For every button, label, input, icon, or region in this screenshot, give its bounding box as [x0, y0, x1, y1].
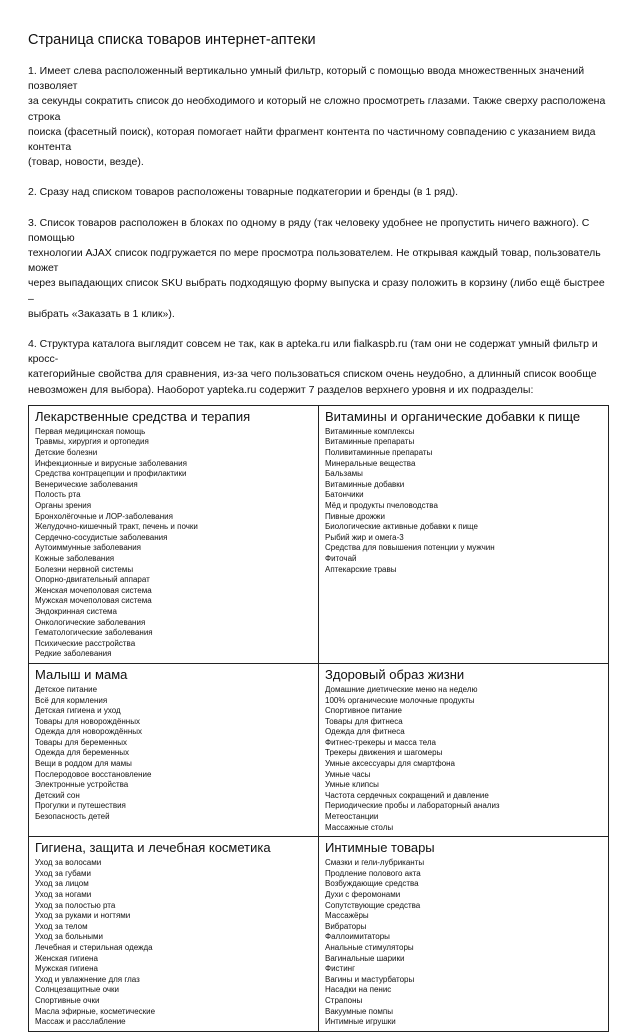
category-item: Уход за лицом [35, 879, 89, 889]
category-item: Периодические пробы и лабораторный анализ [325, 801, 500, 811]
category-title: Витамины и органические добавки к пище [325, 408, 581, 424]
category-cell [29, 837, 319, 1032]
paragraph-line: (товар, новости, везде). [28, 156, 144, 169]
category-item: Вагинальные шарики [325, 953, 405, 963]
category-item: Возбуждающие средства [325, 879, 419, 889]
category-item: Фитнес-трекеры и масса тела [325, 737, 436, 747]
category-item: Уход за телом [35, 921, 88, 931]
category-item: Гематологические заболевания [35, 628, 153, 638]
category-list [325, 685, 602, 833]
category-item: Домашние диетические меню на неделю [325, 684, 478, 694]
paragraph-line: выбрать «Заказать в 1 клик»). [28, 307, 175, 320]
category-list [325, 427, 602, 575]
category-item: Средства контрацепции и профилактики [35, 469, 187, 479]
category-item: Лечебная и стерильная одежда [35, 942, 153, 952]
category-title: Интимные товары [325, 840, 435, 856]
catalog-row [29, 663, 609, 836]
category-item: Электронные устройства [35, 780, 129, 790]
paragraph-line: категорийные свойства для сравнения, из-за чего пользоваться списком очень неудобно, а длинный список вообще [28, 368, 597, 381]
category-title: Лекарственные средства и терапия [35, 408, 251, 424]
category-item: Желудочно-кишечный тракт, печень и почки [35, 522, 198, 532]
category-cell [29, 405, 319, 663]
paragraph [28, 216, 610, 322]
category-item: Средства для повышения потенции у мужчин [325, 543, 495, 553]
category-item: Сопутствующие средства [325, 900, 421, 910]
category-item: Вагины и мастурбаторы [325, 974, 415, 984]
category-cell [319, 837, 609, 1032]
category-item: Фаллоимитаторы [325, 932, 390, 942]
category-item: Полость рта [35, 490, 81, 500]
category-item: Минеральные вещества [325, 458, 416, 468]
category-list [35, 685, 312, 823]
paragraph-line: 3. Список товаров расположен в блоках по одному в ряду (так человеку удобнее не пропустить ничего важного). С помощью [28, 216, 590, 244]
category-item: Безопасность детей [35, 812, 110, 822]
category-item: Витаминные добавки [325, 479, 405, 489]
category-item: Уход за руками и ногтями [35, 911, 131, 921]
category-title: Здоровый образ жизни [325, 666, 465, 682]
paragraph-line: за секунды сократить список до необходимого и который не сложно просмотреть глазами. Также сверху расположена строка [28, 95, 606, 123]
category-item: Умные клипсы [325, 780, 379, 790]
paragraph-line: 4. Структура каталога выглядит совсем не так, как в apteka.ru или fialkaspb.ru (там они не содержат умный фильтр и кросс- [28, 338, 598, 366]
category-item: Батончики [325, 490, 364, 500]
category-item: Одежда для новорождённых [35, 727, 142, 737]
category-item: Психические расстройства [35, 638, 136, 648]
category-item: Всё для кормления [35, 695, 108, 705]
category-item: Органы зрения [35, 501, 92, 511]
category-item: Умные аксессуары для смартфона [325, 759, 456, 769]
category-item: Мёд и продукты пчеловодства [325, 501, 438, 511]
category-item: Анальные стимуляторы [325, 942, 414, 952]
category-item: Детское питание [35, 684, 98, 694]
category-item: Детская гигиена и уход [35, 706, 121, 716]
category-item: Уход за больными [35, 932, 103, 942]
category-item: Уход за ногами [35, 890, 92, 900]
category-item: Насадки на пенис [325, 985, 392, 995]
category-cell [29, 663, 319, 836]
category-item: Травмы, хирургия и ортопедия [35, 437, 149, 447]
category-item: Мужская мочеполовая система [35, 596, 152, 606]
category-item: Венерические заболевания [35, 479, 138, 489]
category-item: Уход за губами [35, 868, 91, 878]
paragraph [28, 185, 610, 200]
category-item: Вакуумные помпы [325, 1006, 393, 1016]
category-item: Первая медицинская помощь [35, 426, 146, 436]
category-item: Витаминные препараты [325, 437, 415, 447]
paragraph-line: через выпадающих список SKU выбрать подходящую форму выпуска и сразу положить в корзину (либо ещё быстрее – [28, 277, 605, 305]
category-item: Аптекарские травы [325, 564, 397, 574]
category-item: Сердечно-сосудистые заболевания [35, 532, 168, 542]
category-item: Вибраторы [325, 921, 367, 931]
category-title: Малыш и мама [35, 666, 128, 682]
category-item: Инфекционные и вирусные заболевания [35, 458, 187, 468]
category-list [35, 427, 312, 660]
catalog-row [29, 837, 609, 1032]
page-title: Страница списка товаров интернет-аптеки [28, 32, 316, 48]
category-item: Аутоиммунные заболевания [35, 543, 142, 553]
paragraphs [28, 64, 610, 398]
category-item: Кожные заболевания [35, 553, 115, 563]
category-item: Рыбий жир и омега-3 [325, 532, 404, 542]
category-item: Женская гигиена [35, 953, 98, 963]
category-item: Одежда для фитнеса [325, 727, 405, 737]
category-item: Массаж и расслабление [35, 1017, 126, 1027]
category-item: Продление полового акта [325, 868, 421, 878]
category-item: Болезни нервной системы [35, 564, 134, 574]
paragraph-line: технологии AJAX список подгружается по мере просмотра пользователем. Не открывая каждый товар, пользователь может [28, 247, 601, 275]
category-list [325, 858, 602, 1028]
category-item: Трекеры движения и шагомеры [325, 748, 443, 758]
category-item: Витаминные комплексы [325, 426, 415, 436]
category-item: Уход и увлажнение для глаз [35, 974, 140, 984]
category-item: 100% органические молочные продукты [325, 695, 475, 705]
category-item: Послеродовое восстановление [35, 769, 152, 779]
category-item: Интимные игрушки [325, 1017, 396, 1027]
category-item: Духи с феромонами [325, 890, 401, 900]
category-item: Биологические активные добавки к пище [325, 522, 478, 532]
category-item: Товары для новорождённых [35, 716, 140, 726]
category-item: Спортивные очки [35, 995, 100, 1005]
category-item: Товары для фитнеса [325, 716, 403, 726]
category-title: Гигиена, защита и лечебная косметика [35, 840, 271, 856]
category-item: Поливитаминные препараты [325, 448, 433, 458]
catalog-row [29, 405, 609, 663]
paragraph-line: 2. Сразу над списком товаров расположены товарные подкатегории и бренды (в 1 ряд). [28, 186, 459, 199]
category-item: Товары для беременных [35, 737, 128, 747]
category-item: Фиточай [325, 553, 357, 563]
category-item: Вещи в роддом для мамы [35, 759, 132, 769]
category-item: Солнцезащитные очки [35, 985, 119, 995]
category-item: Мужская гигиена [35, 964, 98, 974]
category-cell [319, 405, 609, 663]
paragraph-line: 1. Имеет слева расположенный вертикально умный фильтр, который с помощью ввода множественных значений позволяет [28, 65, 585, 93]
category-item: Женская мочеполовая система [35, 585, 152, 595]
category-item: Умные часы [325, 769, 371, 779]
category-item: Бронхолёгочные и ЛОР-заболевания [35, 511, 173, 521]
category-item: Детские болезни [35, 448, 98, 458]
category-item: Опорно-двигательный аппарат [35, 575, 150, 585]
paragraph-line: невозможен для выбора). Наоборот yapteka.ru содержит 7 разделов верхнего уровня и их подразделы: [28, 383, 534, 396]
category-cell [319, 663, 609, 836]
category-item: Пивные дрожжи [325, 511, 385, 521]
category-item: Онкологические заболевания [35, 617, 146, 627]
category-item: Массажные столы [325, 822, 394, 832]
category-item: Фистинг [325, 964, 356, 974]
paragraph [28, 64, 610, 170]
paragraph-line: поиска (фасетный поиск), которая помогает найти фрагмент контента по частичному совпадению с указанием вида контента [28, 125, 596, 154]
category-item: Спортивное питание [325, 706, 402, 716]
category-item: Одежда для беременных [35, 748, 130, 758]
catalog-table [28, 405, 609, 1032]
category-item: Уход за волосами [35, 858, 102, 868]
category-item: Уход за полостью рта [35, 900, 116, 910]
category-item: Эндокринная система [35, 606, 117, 616]
category-list [35, 858, 312, 1028]
category-item: Смазки и гели-лубриканты [325, 858, 425, 868]
category-item: Прогулки и путешествия [35, 801, 126, 811]
category-item: Частота сердечных сокращений и давление [325, 790, 489, 800]
category-item: Метеостанции [325, 812, 379, 822]
category-item: Страпоны [325, 995, 363, 1005]
category-item: Редкие заболевания [35, 649, 112, 659]
paragraph [28, 337, 610, 398]
category-item: Бальзамы [325, 469, 363, 479]
category-item: Масла эфирные, косметические [35, 1006, 156, 1016]
category-item: Детский сон [35, 790, 80, 800]
category-item: Массажёры [325, 911, 369, 921]
